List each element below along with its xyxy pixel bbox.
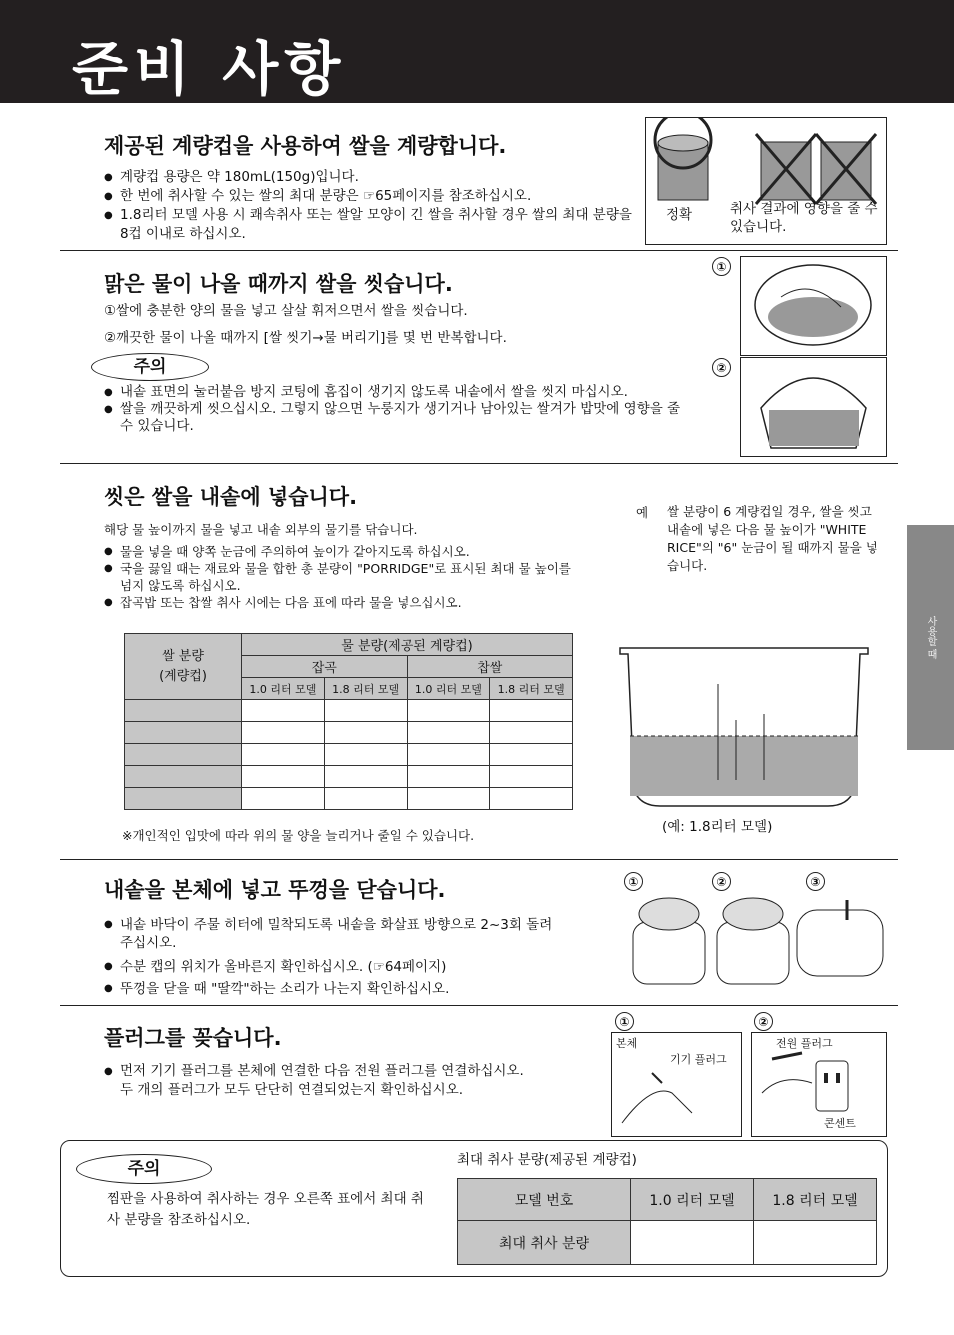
max-capacity-table-title: 최대 취사 분량(제공된 계량컵) — [457, 1152, 637, 1168]
divider — [60, 1005, 898, 1006]
example-text: 쌀 분량이 6 계량컵일 경우, 쌀을 씻고 내솥에 넣은 다음 물 높이가 "WHITE RICE"의 "6" 눈금이 될 때까지 물을 넣습니다. — [667, 504, 878, 573]
caution-badge: 주의 — [76, 1154, 212, 1184]
bullet: ● 내솥 바닥이 주물 히터에 밀착되도록 내솥을 화살표 방향으로 2~3회 돌려 주십시오. — [104, 916, 560, 952]
section-measure — [104, 130, 639, 244]
wash-step-2: ②깨끗한 물이 나올 때까지 [쌀 씻기→물 버리기]를 몇 번 반복합니다. — [104, 330, 507, 346]
step-number: ① — [624, 872, 643, 891]
section-measure-title: 제공된 계량컵을 사용하여 쌀을 계량합니다. — [104, 134, 507, 158]
step-number: ② — [754, 1012, 773, 1031]
insert-pot-bullets — [104, 916, 614, 998]
section-wash — [104, 268, 704, 348]
wash-bowl-icon — [741, 257, 886, 355]
wash-step-1: ①쌀에 충분한 양의 물을 넣고 살살 휘저으면서 쌀을 씻습니다. — [104, 303, 468, 319]
section-insert-pot — [104, 874, 614, 998]
bullet: ● 국을 끓일 때는 재료와 물을 합한 총 분량이 "PORRIDGE"로 표시된 최대 물 높이를 넘지 않도록 하십시오. — [104, 560, 574, 594]
bullet: ● 수분 캡의 위치가 올바른지 확인하십시오. (☞64페이지) — [104, 958, 614, 976]
model-col: 1.0 리터 모델 — [242, 678, 325, 700]
label-outlet: 콘센트 — [824, 1117, 856, 1130]
table-note: ※개인적인 입맛에 따라 위의 물 양을 늘리거나 줄일 수 있습니다. — [122, 828, 475, 843]
pot-caption: (예: 1.8리터 모델) — [662, 819, 773, 835]
drain-bowl-icon — [741, 358, 886, 456]
insert-pot-illustration — [625, 892, 890, 992]
inner-pot-illustration — [618, 640, 870, 810]
step-number: ② — [712, 872, 731, 891]
col-18-header: 1.8 리터 모델 — [754, 1179, 877, 1221]
divider — [60, 463, 898, 464]
wash-illustration-1 — [740, 256, 887, 356]
table-row — [458, 1221, 877, 1265]
bullet: ● 뚜껑을 닫을 때 "딸깍"하는 소리가 나는지 확인하십시오. — [104, 980, 614, 998]
add-rice-bullets — [104, 543, 574, 611]
inner-pot-icon — [618, 640, 870, 810]
bullet: ● 쌀을 깨끗하게 씻으십시오. 그렇지 않으면 누룽지가 생기거나 남아있는 쌀겨가 밥맛에 영향을 줄 수 있습니다. — [104, 401, 684, 435]
wash-caution-bullets — [104, 384, 684, 435]
section-measure-bullets — [104, 168, 639, 244]
measure-cup-illustration — [645, 117, 887, 245]
plug-illustration-1 — [611, 1032, 742, 1137]
col-model-header: 모델 번호 — [458, 1179, 631, 1221]
label-wrong: 취사 결과에 영향을 줄 수 있습니다. — [730, 201, 878, 235]
page-title: 준비 사항 — [72, 35, 347, 103]
divider — [60, 859, 898, 860]
step-number: ① — [712, 257, 731, 276]
table-row — [125, 700, 573, 722]
add-rice-intro: 해당 물 높이까지 물을 넣고 내솥 외부의 물기를 닦습니다. — [104, 522, 418, 537]
caution-text: 찜판을 사용하여 취사하는 경우 오른쪽 표에서 최대 취사 분량을 참조하십시오. — [107, 1191, 424, 1228]
step-number: ② — [712, 358, 731, 377]
model-col: 1.0 리터 모델 — [407, 678, 490, 700]
water-amount-header: 물 분량(제공된 계량컵) — [242, 634, 573, 656]
table-row — [125, 766, 573, 788]
bullet: ● 먼저 기기 플러그를 본체에 연결한 다음 전원 플러그를 연결하십시오. 두 개의 플러그가 모두 단단히 연결되었는지 확인하십시오. — [104, 1062, 524, 1100]
label-correct: 정확 — [666, 207, 693, 223]
col-10-header: 1.0 리터 모델 — [631, 1179, 754, 1221]
label-power-plug: 전원 플러그 — [776, 1037, 833, 1050]
label-body: 본체 — [616, 1037, 638, 1050]
table-row — [125, 744, 573, 766]
bullet: ● 내솥 표면의 눌러붙음 방지 코팅에 흠집이 생기지 않도록 내솥에서 쌀을 씻지 마십시오. — [104, 384, 684, 401]
side-tab: 사용할 때 — [907, 525, 954, 750]
plug-illustration-2 — [751, 1032, 887, 1137]
bullet: ● 한 번에 취사할 수 있는 쌀의 최대 분량은 ☞65페이지를 참조하십시오. — [104, 187, 639, 206]
group-multigrain: 잡곡 — [242, 656, 408, 678]
bullet: ● 잡곡밥 또는 찹쌀 취사 시에는 다음 표에 따라 물을 넣으십시오. — [104, 594, 574, 611]
step-number: ① — [615, 1012, 634, 1031]
group-sweet-rice: 찹쌀 — [407, 656, 573, 678]
max-capacity-table — [457, 1178, 877, 1265]
wash-illustration-2 — [740, 357, 887, 457]
bullet: ● 물을 넣을 때 양쪽 눈금에 주의하여 높이가 같아지도록 하십시오. — [104, 543, 574, 560]
bullet: ● 계량컵 용량은 약 180mL(150g)입니다. — [104, 168, 639, 187]
section-wash-title: 맑은 물이 나올 때까지 쌀을 씻습니다. — [104, 272, 453, 296]
step-number: ③ — [806, 872, 825, 891]
page-header — [0, 0, 954, 103]
rice-amount-header: 쌀 분량 (계량컵) — [125, 634, 242, 700]
model-col: 1.8 리터 모델 — [490, 678, 573, 700]
section-plug-in — [104, 1022, 524, 1100]
table-row — [125, 722, 573, 744]
label-appliance-plug: 기기 플러그 — [670, 1053, 727, 1066]
bullet: ● 1.8리터 모델 사용 시 쾌속취사 또는 쌀알 모양이 긴 쌀을 취사할 경우 쌀의 최대 분량을 8컵 이내로 하십시오. — [104, 206, 639, 244]
divider — [60, 250, 898, 251]
section-insert-pot-title: 내솥을 본체에 넣고 뚜껑을 닫습니다. — [104, 878, 446, 902]
plug-in-bullets — [104, 1062, 524, 1100]
table-row — [125, 788, 573, 810]
section-plug-in-title: 플러그를 꽂습니다. — [104, 1026, 282, 1050]
row-max-header: 최대 취사 분량 — [458, 1221, 631, 1265]
caution-box — [60, 1140, 888, 1277]
rice-cooker-icons — [625, 892, 890, 992]
section-add-rice — [104, 481, 574, 611]
water-amount-table — [124, 633, 573, 810]
caution-badge: 주의 — [91, 353, 209, 381]
model-col: 1.8 리터 모델 — [324, 678, 407, 700]
example-label: 예 — [636, 505, 649, 520]
section-add-rice-title: 씻은 쌀을 내솥에 넣습니다. — [104, 485, 358, 509]
